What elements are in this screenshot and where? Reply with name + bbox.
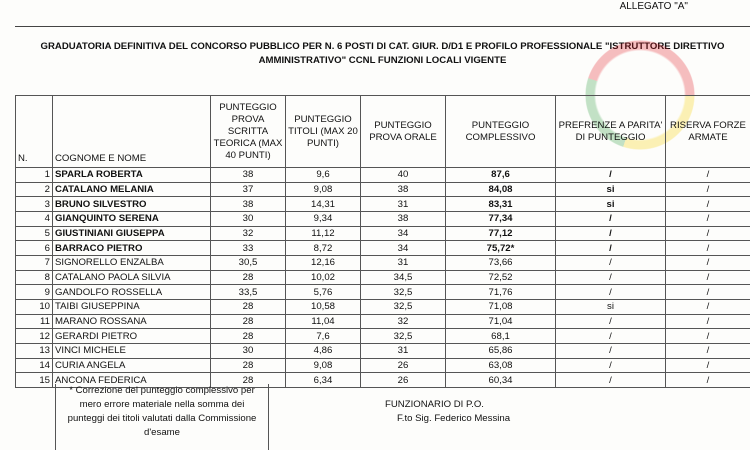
- riserva-value: /: [666, 241, 750, 256]
- row-number: 6: [16, 241, 53, 256]
- row-number: 1: [16, 168, 53, 183]
- score-titoli: 14,31: [286, 197, 361, 212]
- correction-footnote: [55, 384, 269, 450]
- table-row: [16, 182, 750, 197]
- preferenze-value: si: [556, 182, 666, 197]
- score-prova-scritta: 28: [211, 299, 286, 314]
- table-row: [16, 168, 750, 183]
- header-prova-scritta: PUNTEGGIO PROVA SCRITTA TEORICA (MAX 40 PUNTI): [211, 96, 286, 168]
- footnote-line: d'esame: [144, 427, 180, 438]
- score-complessivo: 75,72*: [446, 241, 556, 256]
- preferenze-value: /: [556, 168, 666, 183]
- header-n: N.: [16, 96, 53, 168]
- score-prova-orale: 31: [361, 197, 446, 212]
- candidate-name: VINCI MICHELE: [53, 343, 211, 358]
- score-titoli: 9,08: [286, 182, 361, 197]
- score-complessivo: 87,6: [446, 168, 556, 183]
- score-complessivo: 71,08: [446, 299, 556, 314]
- score-complessivo: 71,04: [446, 314, 556, 329]
- candidate-name: CATALANO MELANIA: [53, 182, 211, 197]
- candidate-name: GIUSTINIANI GIUSEPPA: [53, 226, 211, 241]
- footnote-line: mero errore materiale nella somma dei: [79, 399, 245, 410]
- score-prova-scritta: 33,5: [211, 285, 286, 300]
- score-complessivo: 83,31: [446, 197, 556, 212]
- candidate-name: BARRACO PIETRO: [53, 241, 211, 256]
- header-riserva: RISERVA FORZE ARMATE: [666, 96, 750, 168]
- score-prova-orale: 40: [361, 168, 446, 183]
- candidate-name: BRUNO SILVESTRO: [53, 197, 211, 212]
- preferenze-value: /: [556, 285, 666, 300]
- preferenze-value: /: [556, 226, 666, 241]
- row-number: 10: [16, 299, 53, 314]
- score-complessivo: 71,76: [446, 285, 556, 300]
- candidate-name: SIGNORELLO ENZALBA: [53, 255, 211, 270]
- riserva-value: /: [666, 329, 750, 344]
- table-row: [16, 211, 750, 226]
- score-prova-orale: 38: [361, 182, 446, 197]
- score-titoli: 8,72: [286, 241, 361, 256]
- table-row: [16, 197, 750, 212]
- score-prova-scritta: 32: [211, 226, 286, 241]
- score-titoli: 4,86: [286, 343, 361, 358]
- score-titoli: 11,04: [286, 314, 361, 329]
- footnote-line: punteggi dei titoli valutati dalla Commissione: [67, 413, 257, 424]
- row-number: 12: [16, 329, 53, 344]
- signature-name: F.to Sig. Federico Messina: [397, 413, 511, 424]
- table-row: [16, 255, 750, 270]
- row-number: 2: [16, 182, 53, 197]
- candidate-name: SPARLA ROBERTA: [53, 168, 211, 183]
- score-complessivo: 84,08: [446, 182, 556, 197]
- table-header-row: [16, 96, 750, 168]
- score-prova-scritta: 28: [211, 314, 286, 329]
- score-titoli: 6,34: [286, 373, 361, 388]
- score-titoli: 7,6: [286, 329, 361, 344]
- score-titoli: 9,08: [286, 358, 361, 373]
- score-prova-orale: 26: [361, 358, 446, 373]
- candidate-name: GERARDI PIETRO: [53, 329, 211, 344]
- candidate-name: ANCONA FEDERICA: [53, 373, 211, 388]
- score-prova-scritta: 28: [211, 329, 286, 344]
- table-row: [16, 241, 750, 256]
- title-line-1: GRADUATORIA DEFINITIVA DEL CONCORSO PUBBLICO PER N. 6 POSTI DI CAT. GIUR. D/D1 E PROFILO PROFESSIONALE "ISTRUTTORE DIRETTIVO: [40, 41, 725, 52]
- score-titoli: 10,58: [286, 299, 361, 314]
- score-prova-orale: 38: [361, 211, 446, 226]
- document-title: [15, 40, 750, 68]
- candidate-name: GANDOLFO ROSSELLA: [53, 285, 211, 300]
- preferenze-value: /: [556, 211, 666, 226]
- row-number: 5: [16, 226, 53, 241]
- score-prova-scritta: 30: [211, 343, 286, 358]
- score-prova-orale: 32,5: [361, 285, 446, 300]
- preferenze-value: /: [556, 373, 666, 388]
- score-prova-scritta: 38: [211, 197, 286, 212]
- score-complessivo: 77,12: [446, 226, 556, 241]
- title-line-2: AMMINISTRATIVO" CCNL FUNZIONI LOCALI VIGENTE: [258, 55, 507, 66]
- riserva-value: /: [666, 270, 750, 285]
- riserva-value: /: [666, 358, 750, 373]
- row-number: 13: [16, 343, 53, 358]
- preferenze-value: /: [556, 241, 666, 256]
- score-titoli: 12,16: [286, 255, 361, 270]
- score-prova-scritta: 38: [211, 168, 286, 183]
- allegato-label: ALLEGATO "A": [619, 1, 688, 12]
- score-prova-orale: 34,5: [361, 270, 446, 285]
- riserva-value: /: [666, 285, 750, 300]
- table-body: [16, 168, 750, 388]
- row-number: 4: [16, 211, 53, 226]
- score-complessivo: 60,34: [446, 373, 556, 388]
- header-preferenze: PREFRENZE A PARITA' DI PUNTEGGIO: [556, 96, 666, 168]
- score-prova-orale: 34: [361, 226, 446, 241]
- ranking-table: [15, 95, 750, 388]
- score-complessivo: 72,52: [446, 270, 556, 285]
- preferenze-value: /: [556, 255, 666, 270]
- table-row: [16, 285, 750, 300]
- riserva-value: /: [666, 299, 750, 314]
- table-row: [16, 343, 750, 358]
- score-complessivo: 73,66: [446, 255, 556, 270]
- header-titoli: PUNTEGGIO TITOLI (MAX 20 PUNTI): [286, 96, 361, 168]
- score-prova-orale: 26: [361, 373, 446, 388]
- preferenze-value: /: [556, 358, 666, 373]
- riserva-value: /: [666, 343, 750, 358]
- table-row: [16, 226, 750, 241]
- header-prova-orale: PUNTEGGIO PROVA ORALE: [361, 96, 446, 168]
- score-prova-scritta: 28: [211, 270, 286, 285]
- candidate-name: CATALANO PAOLA SILVIA: [53, 270, 211, 285]
- table-row: [16, 299, 750, 314]
- candidate-name: CURIA ANGELA: [53, 358, 211, 373]
- score-complessivo: 77,34: [446, 211, 556, 226]
- signature-block: [385, 398, 510, 426]
- score-prova-scritta: 30: [211, 211, 286, 226]
- table-row: [16, 329, 750, 344]
- candidate-name: TAIBI GIUSEPPINA: [53, 299, 211, 314]
- row-number: 3: [16, 197, 53, 212]
- score-titoli: 11,12: [286, 226, 361, 241]
- score-complessivo: 68,1: [446, 329, 556, 344]
- candidate-name: MARANO ROSSANA: [53, 314, 211, 329]
- signature-title: FUNZIONARIO DI P.O.: [385, 399, 484, 410]
- score-prova-orale: 31: [361, 343, 446, 358]
- riserva-value: /: [666, 314, 750, 329]
- row-number: 7: [16, 255, 53, 270]
- row-number: 14: [16, 358, 53, 373]
- footnote-line: * Correzione del punteggio complessivo per: [69, 385, 255, 396]
- preferenze-value: si: [556, 299, 666, 314]
- score-titoli: 5,76: [286, 285, 361, 300]
- score-titoli: 10,02: [286, 270, 361, 285]
- score-prova-scritta: 28: [211, 373, 286, 388]
- score-complessivo: 65,86: [446, 343, 556, 358]
- preferenze-value: /: [556, 314, 666, 329]
- score-prova-orale: 32,5: [361, 329, 446, 344]
- row-number: 15: [16, 373, 53, 388]
- score-prova-orale: 32: [361, 314, 446, 329]
- table-row: [16, 314, 750, 329]
- row-number: 9: [16, 285, 53, 300]
- preferenze-value: /: [556, 329, 666, 344]
- candidate-name: GIANQUINTO SERENA: [53, 211, 211, 226]
- preferenze-value: /: [556, 270, 666, 285]
- score-titoli: 9,6: [286, 168, 361, 183]
- riserva-value: /: [666, 211, 750, 226]
- riserva-value: /: [666, 255, 750, 270]
- row-number: 8: [16, 270, 53, 285]
- score-prova-scritta: 37: [211, 182, 286, 197]
- score-titoli: 9,34: [286, 211, 361, 226]
- riserva-value: /: [666, 168, 750, 183]
- riserva-value: /: [666, 226, 750, 241]
- score-prova-scritta: 30,5: [211, 255, 286, 270]
- score-complessivo: 63,08: [446, 358, 556, 373]
- preferenze-value: /: [556, 343, 666, 358]
- score-prova-orale: 32,5: [361, 299, 446, 314]
- header-complessivo: PUNTEGGIO COMPLESSIVO: [446, 96, 556, 168]
- preferenze-value: si: [556, 197, 666, 212]
- riserva-value: /: [666, 373, 750, 388]
- score-prova-scritta: 33: [211, 241, 286, 256]
- table-row: [16, 270, 750, 285]
- row-number: 11: [16, 314, 53, 329]
- riserva-value: /: [666, 182, 750, 197]
- score-prova-orale: 34: [361, 241, 446, 256]
- header-name: COGNOME E NOME: [53, 96, 211, 168]
- table-row: [16, 358, 750, 373]
- riserva-value: /: [666, 197, 750, 212]
- score-prova-orale: 31: [361, 255, 446, 270]
- score-prova-scritta: 28: [211, 358, 286, 373]
